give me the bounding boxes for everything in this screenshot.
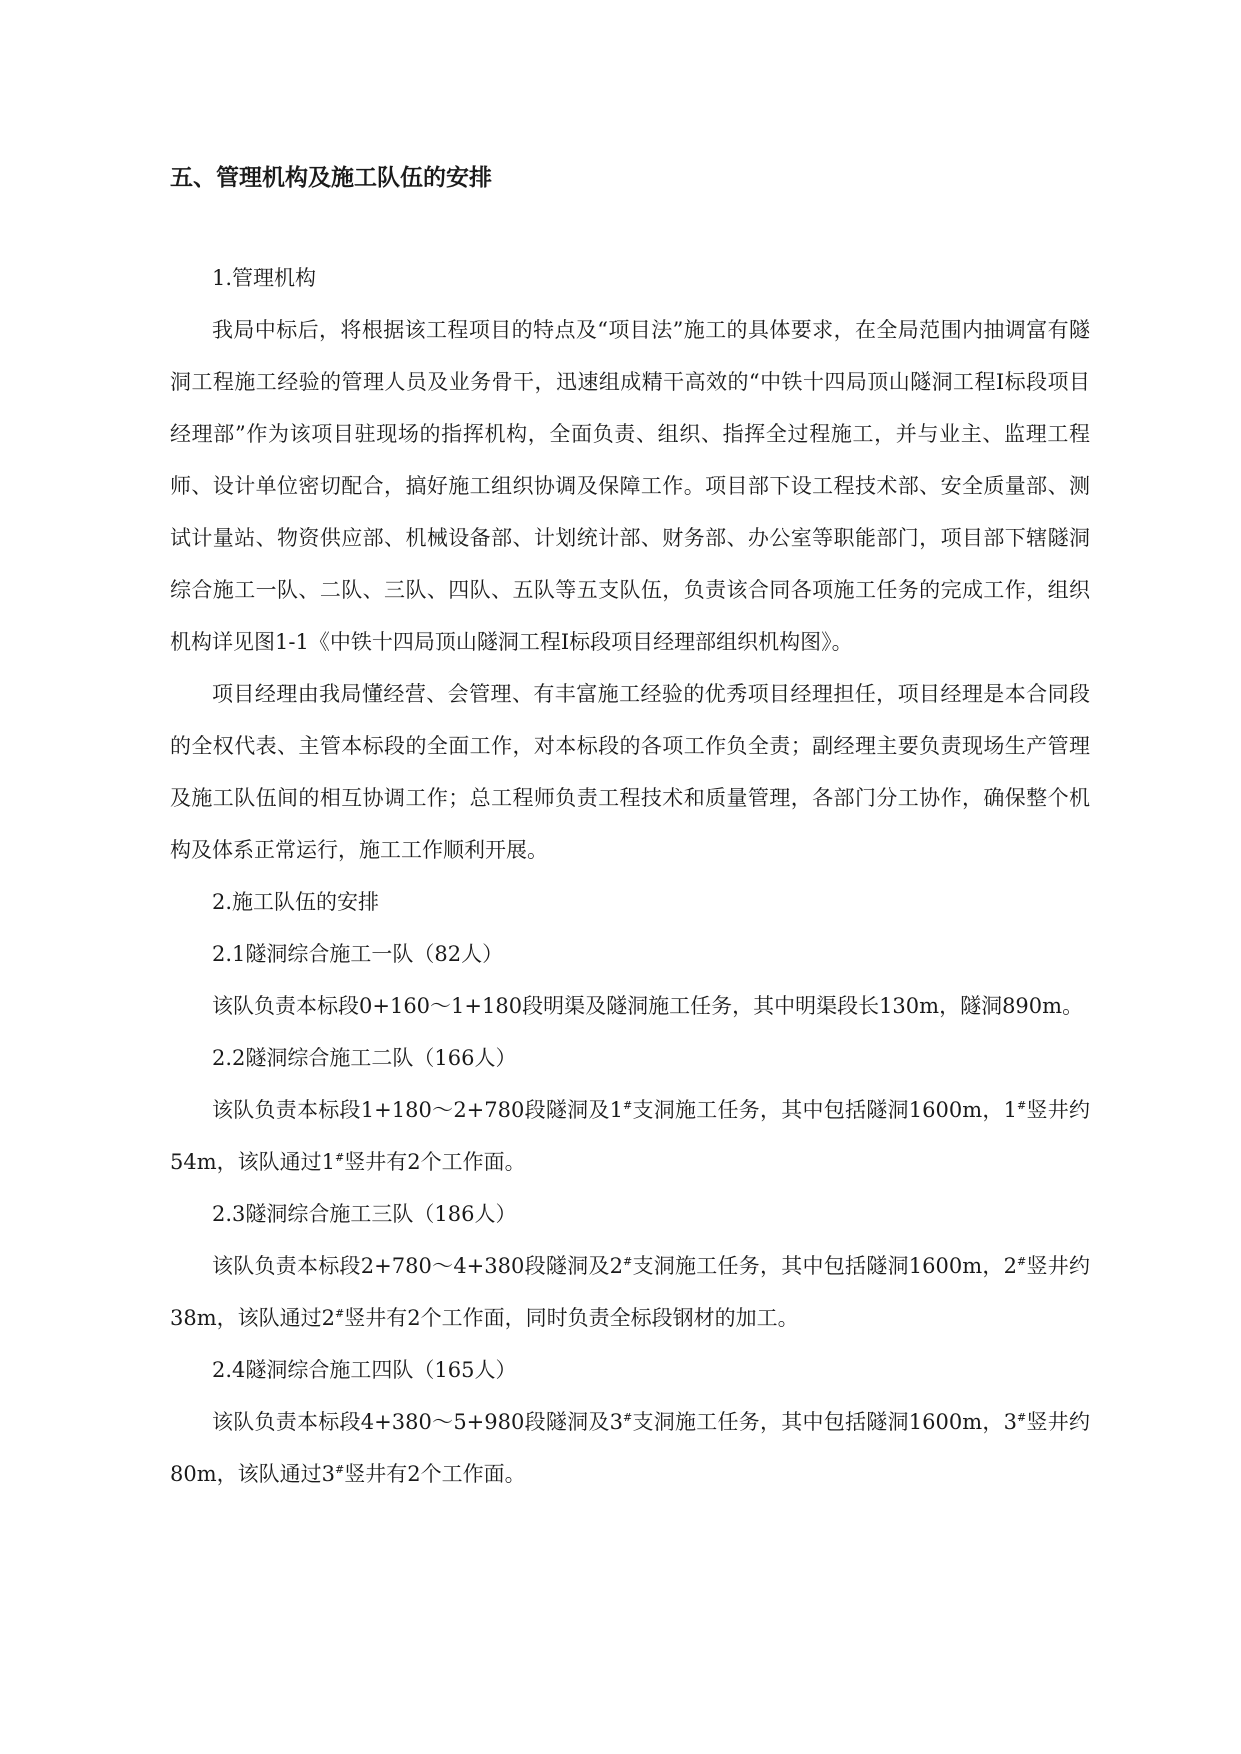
number-sign: # — [335, 1463, 345, 1476]
subheading-management: 1.管理机构 — [212, 266, 317, 290]
number-sign: # — [1017, 1255, 1027, 1268]
paragraph-team-4: 该队负责本标段4+380～5+980段隧洞及3#支洞施工任务，其中包括隧洞1600m，3#竖井约80m，该队通过3#竖井有2个工作面。 — [170, 1410, 1090, 1486]
paragraph-team-2: 该队负责本标段1+180～2+780段隧洞及1#支洞施工任务，其中包括隧洞1600m，1#竖井约54m，该队通过1#竖井有2个工作面。 — [170, 1098, 1090, 1174]
number-sign: # — [335, 1151, 345, 1164]
subheading-team-1: 2.1隧洞综合施工一队（82人） — [212, 942, 504, 966]
paragraph-management-roles: 项目经理由我局懂经营、会管理、有丰富施工经验的优秀项目经理担任，项目经理是本合同段的全权代表、主管本标段的全面工作，对本标段的各项工作负全责；副经理主要负责现场生产管理及施工队伍间的相互协调工作；总工程师负责工程技术和质量管理，各部门分工协作，确保整个机构及体系正常运行，施工工作顺利开展。 — [170, 682, 1090, 862]
document-body — [170, 252, 1090, 1500]
subheading-team-4: 2.4隧洞综合施工四队（165人） — [212, 1358, 517, 1382]
paragraph-team-1: 该队负责本标段0+160～1+180段明渠及隧洞施工任务，其中明渠段长130m，隧洞890m。 — [212, 994, 1084, 1018]
number-sign: # — [623, 1099, 633, 1112]
subheading-team-2: 2.2隧洞综合施工二队（166人） — [212, 1046, 517, 1070]
number-sign: # — [623, 1255, 633, 1268]
number-sign: # — [1017, 1411, 1027, 1424]
subheading-team-arrangement: 2.施工队伍的安排 — [212, 890, 380, 914]
number-sign: # — [1017, 1099, 1027, 1112]
paragraph-management-overview: 我局中标后，将根据该工程项目的特点及“项目法”施工的具体要求，在全局范围内抽调富有隧洞工程施工经验的管理人员及业务骨干，迅速组成精干高效的“中铁十四局顶山隧洞工程Ⅰ标段项目经理部”作为该项目驻现场的指挥机构，全面负责、组织、指挥全过程施工，并与业主、监理工程师、设计单位密切配合，搞好施工组织协调及保障工作。项目部下设工程技术部、安全质量部、测试计量站、物资供应部、机械设备部、计划统计部、财务部、办公室等职能部门，项目部下辖隧洞综合施工一队、二队、三队、四队、五队等五支队伍，负责该合同各项施工任务的完成工作，组织机构详见图1-1《中铁十四局顶山隧洞工程Ⅰ标段项目经理部组织机构图》。 — [170, 318, 1090, 654]
paragraph-team-3: 该队负责本标段2+780～4+380段隧洞及2#支洞施工任务，其中包括隧洞1600m，2#竖井约38m，该队通过2#竖井有2个工作面，同时负责全标段钢材的加工。 — [170, 1254, 1090, 1330]
number-sign: # — [623, 1411, 633, 1424]
subheading-team-3: 2.3隧洞综合施工三队（186人） — [212, 1202, 517, 1226]
section-title: 五、管理机构及施工队伍的安排 — [170, 165, 492, 191]
number-sign: # — [335, 1307, 345, 1320]
